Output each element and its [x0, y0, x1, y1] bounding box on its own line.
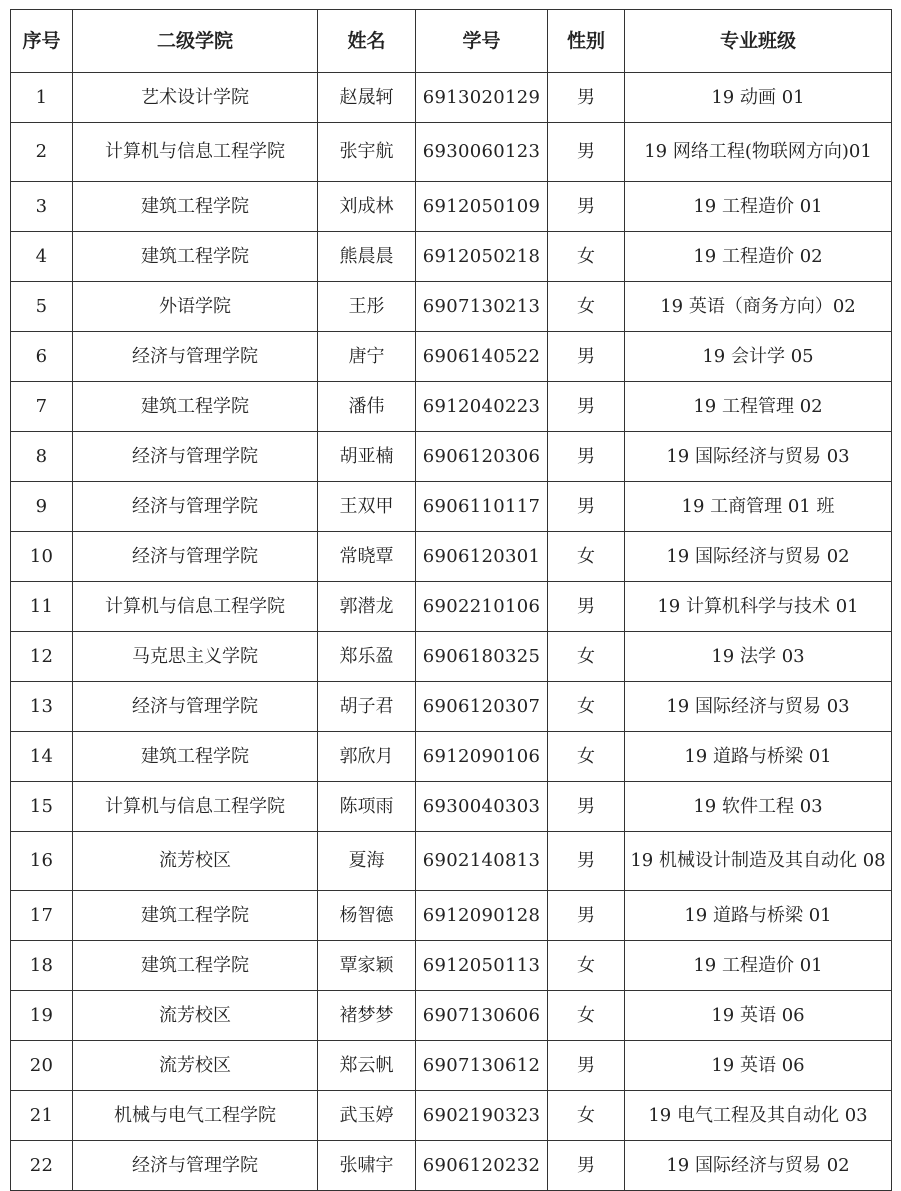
cell-gender: 男	[548, 482, 625, 532]
table-row	[11, 232, 892, 282]
cell-student-id: 6913020129	[416, 73, 548, 123]
cell-college: 经济与管理学院	[73, 332, 318, 382]
cell-major-class: 19 工程造价 01	[625, 941, 892, 991]
cell-index: 22	[11, 1141, 73, 1191]
cell-gender: 女	[548, 682, 625, 732]
cell-name: 陈项雨	[318, 782, 416, 832]
table-row	[11, 1041, 892, 1091]
cell-name: 武玉婷	[318, 1091, 416, 1141]
cell-major-class: 19 软件工程 03	[625, 782, 892, 832]
cell-name: 赵晟轲	[318, 73, 416, 123]
cell-index: 21	[11, 1091, 73, 1141]
cell-student-id: 6906120301	[416, 532, 548, 582]
cell-index: 2	[11, 123, 73, 182]
cell-student-id: 6906140522	[416, 332, 548, 382]
cell-gender: 女	[548, 232, 625, 282]
cell-index: 8	[11, 432, 73, 482]
cell-student-id: 6906120232	[416, 1141, 548, 1191]
table-row	[11, 682, 892, 732]
cell-name: 胡子君	[318, 682, 416, 732]
cell-college: 流芳校区	[73, 832, 318, 891]
cell-gender: 男	[548, 182, 625, 232]
cell-student-id: 6906120307	[416, 682, 548, 732]
cell-college: 艺术设计学院	[73, 73, 318, 123]
cell-index: 7	[11, 382, 73, 432]
table-row	[11, 1141, 892, 1191]
cell-student-id: 6930040303	[416, 782, 548, 832]
cell-index: 17	[11, 891, 73, 941]
cell-name: 覃家颖	[318, 941, 416, 991]
cell-gender: 女	[548, 632, 625, 682]
cell-college: 计算机与信息工程学院	[73, 582, 318, 632]
cell-index: 10	[11, 532, 73, 582]
cell-index: 18	[11, 941, 73, 991]
cell-major-class: 19 英语（商务方向）02	[625, 282, 892, 332]
cell-major-class: 19 工程造价 02	[625, 232, 892, 282]
cell-major-class: 19 工商管理 01 班	[625, 482, 892, 532]
cell-name: 潘伟	[318, 382, 416, 432]
table-row	[11, 532, 892, 582]
cell-gender: 男	[548, 123, 625, 182]
cell-student-id: 6906120306	[416, 432, 548, 482]
cell-major-class: 19 道路与桥梁 01	[625, 891, 892, 941]
header-major-class: 专业班级	[625, 10, 892, 73]
cell-gender: 男	[548, 382, 625, 432]
cell-major-class: 19 英语 06	[625, 1041, 892, 1091]
cell-major-class: 19 英语 06	[625, 991, 892, 1041]
cell-major-class: 19 会计学 05	[625, 332, 892, 382]
cell-student-id: 6906180325	[416, 632, 548, 682]
cell-student-id: 6912050218	[416, 232, 548, 282]
cell-student-id: 6912050113	[416, 941, 548, 991]
cell-name: 杨智德	[318, 891, 416, 941]
cell-gender: 女	[548, 732, 625, 782]
table-row	[11, 432, 892, 482]
cell-name: 郭欣月	[318, 732, 416, 782]
cell-name: 熊晨晨	[318, 232, 416, 282]
cell-college: 外语学院	[73, 282, 318, 332]
cell-college: 计算机与信息工程学院	[73, 123, 318, 182]
cell-student-id: 6907130606	[416, 991, 548, 1041]
table-row	[11, 732, 892, 782]
cell-gender: 男	[548, 782, 625, 832]
cell-gender: 男	[548, 582, 625, 632]
cell-name: 胡亚楠	[318, 432, 416, 482]
cell-name: 唐宁	[318, 332, 416, 382]
table-row	[11, 182, 892, 232]
cell-gender: 女	[548, 282, 625, 332]
cell-gender: 女	[548, 941, 625, 991]
table-row	[11, 482, 892, 532]
table-row	[11, 1091, 892, 1141]
table-row	[11, 832, 892, 891]
cell-student-id: 6912040223	[416, 382, 548, 432]
cell-name: 褚梦梦	[318, 991, 416, 1041]
cell-college: 经济与管理学院	[73, 1141, 318, 1191]
cell-major-class: 19 工程造价 01	[625, 182, 892, 232]
cell-college: 经济与管理学院	[73, 682, 318, 732]
cell-name: 夏海	[318, 832, 416, 891]
cell-college: 经济与管理学院	[73, 432, 318, 482]
cell-index: 5	[11, 282, 73, 332]
cell-name: 郭潜龙	[318, 582, 416, 632]
cell-index: 9	[11, 482, 73, 532]
student-list-table	[10, 9, 892, 1191]
header-college: 二级学院	[73, 10, 318, 73]
table-row	[11, 941, 892, 991]
cell-college: 计算机与信息工程学院	[73, 782, 318, 832]
cell-student-id: 6907130612	[416, 1041, 548, 1091]
header-gender: 性别	[548, 10, 625, 73]
cell-major-class: 19 道路与桥梁 01	[625, 732, 892, 782]
cell-college: 马克思主义学院	[73, 632, 318, 682]
cell-name: 张宇航	[318, 123, 416, 182]
cell-index: 12	[11, 632, 73, 682]
cell-index: 13	[11, 682, 73, 732]
header-student-id: 学号	[416, 10, 548, 73]
cell-college: 建筑工程学院	[73, 382, 318, 432]
header-index: 序号	[11, 10, 73, 73]
cell-gender: 女	[548, 991, 625, 1041]
cell-college: 经济与管理学院	[73, 532, 318, 582]
cell-student-id: 6902140813	[416, 832, 548, 891]
cell-name: 郑云帆	[318, 1041, 416, 1091]
cell-college: 流芳校区	[73, 1041, 318, 1091]
cell-student-id: 6912090128	[416, 891, 548, 941]
cell-name: 刘成林	[318, 182, 416, 232]
table-row	[11, 73, 892, 123]
cell-major-class: 19 机械设计制造及其自动化 08	[625, 832, 892, 891]
cell-index: 15	[11, 782, 73, 832]
cell-major-class: 19 国际经济与贸易 02	[625, 1141, 892, 1191]
cell-student-id: 6930060123	[416, 123, 548, 182]
table-row	[11, 123, 892, 182]
cell-college: 机械与电气工程学院	[73, 1091, 318, 1141]
table-row	[11, 632, 892, 682]
cell-gender: 男	[548, 891, 625, 941]
table-row	[11, 991, 892, 1041]
cell-major-class: 19 网络工程(物联网方向)01	[625, 123, 892, 182]
cell-college: 建筑工程学院	[73, 891, 318, 941]
cell-major-class: 19 国际经济与贸易 03	[625, 432, 892, 482]
cell-gender: 女	[548, 1091, 625, 1141]
table-row	[11, 332, 892, 382]
cell-index: 1	[11, 73, 73, 123]
cell-major-class: 19 动画 01	[625, 73, 892, 123]
table-body	[11, 73, 892, 1191]
cell-index: 20	[11, 1041, 73, 1091]
cell-student-id: 6902210106	[416, 582, 548, 632]
cell-index: 11	[11, 582, 73, 632]
table-row	[11, 782, 892, 832]
cell-major-class: 19 国际经济与贸易 03	[625, 682, 892, 732]
table-header-row	[11, 10, 892, 73]
cell-college: 建筑工程学院	[73, 941, 318, 991]
cell-major-class: 19 法学 03	[625, 632, 892, 682]
cell-index: 16	[11, 832, 73, 891]
cell-major-class: 19 国际经济与贸易 02	[625, 532, 892, 582]
cell-gender: 男	[548, 1041, 625, 1091]
table-row	[11, 891, 892, 941]
cell-student-id: 6906110117	[416, 482, 548, 532]
cell-index: 19	[11, 991, 73, 1041]
cell-name: 王彤	[318, 282, 416, 332]
cell-index: 14	[11, 732, 73, 782]
cell-major-class: 19 计算机科学与技术 01	[625, 582, 892, 632]
cell-gender: 男	[548, 432, 625, 482]
cell-index: 4	[11, 232, 73, 282]
cell-major-class: 19 电气工程及其自动化 03	[625, 1091, 892, 1141]
header-name: 姓名	[318, 10, 416, 73]
cell-major-class: 19 工程管理 02	[625, 382, 892, 432]
cell-student-id: 6907130213	[416, 282, 548, 332]
cell-gender: 男	[548, 332, 625, 382]
cell-college: 建筑工程学院	[73, 182, 318, 232]
cell-name: 王双甲	[318, 482, 416, 532]
cell-college: 经济与管理学院	[73, 482, 318, 532]
cell-student-id: 6902190323	[416, 1091, 548, 1141]
table-row	[11, 282, 892, 332]
table-row	[11, 382, 892, 432]
cell-student-id: 6912090106	[416, 732, 548, 782]
cell-name: 常晓覃	[318, 532, 416, 582]
cell-name: 张啸宇	[318, 1141, 416, 1191]
cell-college: 建筑工程学院	[73, 232, 318, 282]
cell-college: 建筑工程学院	[73, 732, 318, 782]
cell-name: 郑乐盈	[318, 632, 416, 682]
cell-gender: 男	[548, 73, 625, 123]
table-row	[11, 582, 892, 632]
cell-index: 3	[11, 182, 73, 232]
cell-index: 6	[11, 332, 73, 382]
cell-gender: 男	[548, 832, 625, 891]
cell-gender: 男	[548, 1141, 625, 1191]
cell-gender: 女	[548, 532, 625, 582]
cell-student-id: 6912050109	[416, 182, 548, 232]
cell-college: 流芳校区	[73, 991, 318, 1041]
